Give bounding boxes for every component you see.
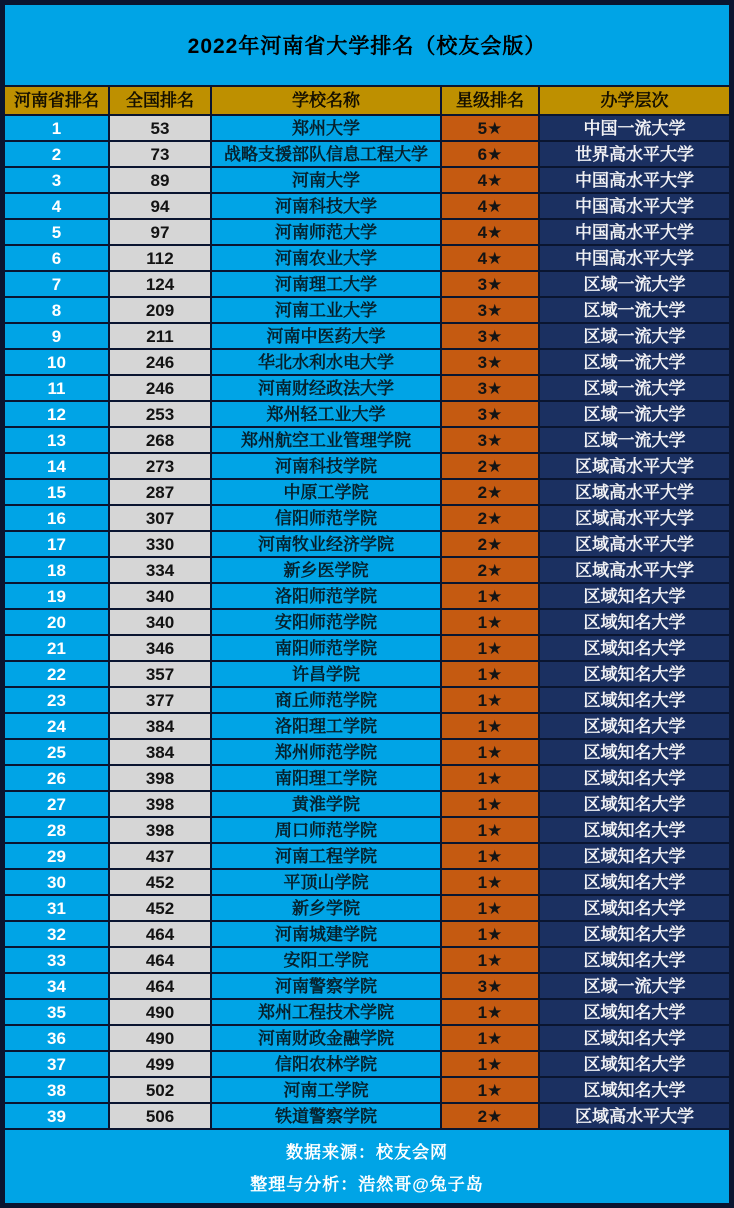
table-row [5, 558, 729, 582]
cell-star-rank: 1★ [442, 1052, 538, 1076]
ranking-table [5, 85, 729, 1130]
cell-school-name: 河南城建学院 [212, 922, 440, 946]
cell-national-rank: 452 [110, 896, 210, 920]
cell-star-rank: 2★ [442, 1104, 538, 1128]
header-tier: 办学层次 [540, 87, 729, 114]
cell-star-rank: 1★ [442, 714, 538, 738]
title-bar [5, 5, 729, 85]
table-row [5, 480, 729, 504]
cell-province-rank: 9 [5, 324, 108, 348]
cell-national-rank: 437 [110, 844, 210, 868]
table-row [5, 636, 729, 660]
cell-star-rank: 1★ [442, 922, 538, 946]
cell-school-name: 信阳农林学院 [212, 1052, 440, 1076]
table-row [5, 116, 729, 140]
cell-national-rank: 377 [110, 688, 210, 712]
cell-national-rank: 253 [110, 402, 210, 426]
table-row [5, 896, 729, 920]
cell-school-name: 平顶山学院 [212, 870, 440, 894]
header-star-rank: 星级排名 [442, 87, 538, 114]
cell-province-rank: 13 [5, 428, 108, 452]
cell-tier: 区域高水平大学 [540, 454, 729, 478]
cell-tier: 区域一流大学 [540, 324, 729, 348]
cell-province-rank: 21 [5, 636, 108, 660]
table-row [5, 1052, 729, 1076]
cell-national-rank: 112 [110, 246, 210, 270]
cell-province-rank: 19 [5, 584, 108, 608]
cell-school-name: 南阳师范学院 [212, 636, 440, 660]
header-national-rank: 全国排名 [110, 87, 210, 114]
cell-national-rank: 330 [110, 532, 210, 556]
header-province-rank: 河南省排名 [5, 87, 108, 114]
cell-tier: 区域高水平大学 [540, 558, 729, 582]
cell-national-rank: 53 [110, 116, 210, 140]
cell-province-rank: 20 [5, 610, 108, 634]
cell-star-rank: 4★ [442, 220, 538, 244]
cell-province-rank: 26 [5, 766, 108, 790]
table-row [5, 662, 729, 686]
cell-tier: 区域知名大学 [540, 740, 729, 764]
cell-school-name: 河南工业大学 [212, 298, 440, 322]
cell-school-name: 战略支援部队信息工程大学 [212, 142, 440, 166]
cell-province-rank: 39 [5, 1104, 108, 1128]
cell-tier: 区域知名大学 [540, 1026, 729, 1050]
cell-tier: 区域知名大学 [540, 922, 729, 946]
cell-star-rank: 2★ [442, 532, 538, 556]
cell-province-rank: 3 [5, 168, 108, 192]
cell-school-name: 安阳师范学院 [212, 610, 440, 634]
cell-province-rank: 8 [5, 298, 108, 322]
table-row [5, 1000, 729, 1024]
table-row [5, 688, 729, 712]
cell-school-name: 南阳理工学院 [212, 766, 440, 790]
cell-province-rank: 4 [5, 194, 108, 218]
cell-province-rank: 35 [5, 1000, 108, 1024]
cell-star-rank: 2★ [442, 454, 538, 478]
cell-province-rank: 38 [5, 1078, 108, 1102]
cell-school-name: 河南大学 [212, 168, 440, 192]
cell-school-name: 郑州大学 [212, 116, 440, 140]
cell-school-name: 河南财政金融学院 [212, 1026, 440, 1050]
table-row [5, 298, 729, 322]
table-row [5, 402, 729, 426]
cell-tier: 区域知名大学 [540, 818, 729, 842]
cell-star-rank: 4★ [442, 168, 538, 192]
cell-province-rank: 14 [5, 454, 108, 478]
cell-school-name: 许昌学院 [212, 662, 440, 686]
cell-star-rank: 1★ [442, 844, 538, 868]
table-row [5, 506, 729, 530]
cell-tier: 区域知名大学 [540, 636, 729, 660]
cell-school-name: 河南理工大学 [212, 272, 440, 296]
footer [5, 1130, 729, 1203]
table-row [5, 194, 729, 218]
cell-school-name: 河南警察学院 [212, 974, 440, 998]
footer-data-source: 数据来源：校友会网 [286, 1143, 448, 1162]
table-row [5, 142, 729, 166]
cell-province-rank: 2 [5, 142, 108, 166]
cell-star-rank: 1★ [442, 662, 538, 686]
table-row [5, 324, 729, 348]
cell-tier: 区域高水平大学 [540, 506, 729, 530]
cell-school-name: 周口师范学院 [212, 818, 440, 842]
cell-national-rank: 398 [110, 766, 210, 790]
cell-tier: 中国高水平大学 [540, 168, 729, 192]
cell-star-rank: 2★ [442, 480, 538, 504]
table-row [5, 532, 729, 556]
table-row [5, 922, 729, 946]
table-row [5, 220, 729, 244]
table-row [5, 870, 729, 894]
cell-tier: 区域知名大学 [540, 896, 729, 920]
cell-national-rank: 452 [110, 870, 210, 894]
cell-star-rank: 1★ [442, 1078, 538, 1102]
cell-star-rank: 1★ [442, 818, 538, 842]
cell-tier: 区域一流大学 [540, 428, 729, 452]
cell-star-rank: 1★ [442, 636, 538, 660]
cell-star-rank: 1★ [442, 1026, 538, 1050]
cell-school-name: 河南工程学院 [212, 844, 440, 868]
cell-province-rank: 37 [5, 1052, 108, 1076]
cell-province-rank: 17 [5, 532, 108, 556]
cell-tier: 区域知名大学 [540, 584, 729, 608]
cell-province-rank: 27 [5, 792, 108, 816]
cell-national-rank: 340 [110, 584, 210, 608]
cell-province-rank: 32 [5, 922, 108, 946]
cell-national-rank: 502 [110, 1078, 210, 1102]
cell-province-rank: 30 [5, 870, 108, 894]
cell-national-rank: 246 [110, 350, 210, 374]
cell-tier: 区域高水平大学 [540, 1104, 729, 1128]
cell-tier: 中国一流大学 [540, 116, 729, 140]
table-row [5, 844, 729, 868]
cell-tier: 区域一流大学 [540, 376, 729, 400]
cell-star-rank: 2★ [442, 506, 538, 530]
cell-province-rank: 1 [5, 116, 108, 140]
cell-national-rank: 506 [110, 1104, 210, 1128]
cell-school-name: 河南财经政法大学 [212, 376, 440, 400]
cell-school-name: 洛阳师范学院 [212, 584, 440, 608]
cell-province-rank: 29 [5, 844, 108, 868]
cell-national-rank: 211 [110, 324, 210, 348]
cell-national-rank: 490 [110, 1026, 210, 1050]
cell-national-rank: 384 [110, 740, 210, 764]
cell-tier: 区域知名大学 [540, 1052, 729, 1076]
cell-star-rank: 4★ [442, 246, 538, 270]
cell-province-rank: 15 [5, 480, 108, 504]
cell-star-rank: 3★ [442, 272, 538, 296]
cell-province-rank: 34 [5, 974, 108, 998]
cell-star-rank: 5★ [442, 116, 538, 140]
table-row [5, 428, 729, 452]
table-row [5, 974, 729, 998]
cell-school-name: 河南牧业经济学院 [212, 532, 440, 556]
cell-national-rank: 307 [110, 506, 210, 530]
cell-star-rank: 1★ [442, 740, 538, 764]
cell-school-name: 河南农业大学 [212, 246, 440, 270]
cell-national-rank: 357 [110, 662, 210, 686]
table-header-row [5, 87, 729, 114]
cell-school-name: 黄淮学院 [212, 792, 440, 816]
table-row [5, 376, 729, 400]
cell-tier: 区域知名大学 [540, 844, 729, 868]
cell-school-name: 河南工学院 [212, 1078, 440, 1102]
cell-national-rank: 384 [110, 714, 210, 738]
table-row [5, 272, 729, 296]
cell-tier: 区域知名大学 [540, 1078, 729, 1102]
cell-national-rank: 464 [110, 948, 210, 972]
table-row [5, 714, 729, 738]
cell-star-rank: 1★ [442, 1000, 538, 1024]
cell-national-rank: 340 [110, 610, 210, 634]
cell-star-rank: 3★ [442, 376, 538, 400]
cell-school-name: 河南科技大学 [212, 194, 440, 218]
page-title: 2022年河南省大学排名（校友会版） [187, 35, 547, 58]
table-row [5, 246, 729, 270]
cell-school-name: 河南师范大学 [212, 220, 440, 244]
cell-star-rank: 6★ [442, 142, 538, 166]
cell-school-name: 中原工学院 [212, 480, 440, 504]
cell-national-rank: 97 [110, 220, 210, 244]
cell-tier: 区域知名大学 [540, 870, 729, 894]
cell-tier: 区域知名大学 [540, 662, 729, 686]
cell-tier: 中国高水平大学 [540, 220, 729, 244]
cell-tier: 区域知名大学 [540, 792, 729, 816]
cell-star-rank: 3★ [442, 350, 538, 374]
table-row [5, 948, 729, 972]
cell-school-name: 洛阳理工学院 [212, 714, 440, 738]
cell-national-rank: 246 [110, 376, 210, 400]
table-row [5, 1026, 729, 1050]
cell-school-name: 铁道警察学院 [212, 1104, 440, 1128]
header-school-name: 学校名称 [212, 87, 440, 114]
table-row [5, 1078, 729, 1102]
cell-school-name: 华北水利水电大学 [212, 350, 440, 374]
cell-national-rank: 499 [110, 1052, 210, 1076]
cell-tier: 区域一流大学 [540, 974, 729, 998]
cell-school-name: 河南中医药大学 [212, 324, 440, 348]
cell-school-name: 河南科技学院 [212, 454, 440, 478]
table-row [5, 610, 729, 634]
cell-province-rank: 28 [5, 818, 108, 842]
cell-province-rank: 23 [5, 688, 108, 712]
cell-school-name: 郑州工程技术学院 [212, 1000, 440, 1024]
cell-national-rank: 334 [110, 558, 210, 582]
cell-national-rank: 346 [110, 636, 210, 660]
cell-tier: 区域高水平大学 [540, 532, 729, 556]
cell-tier: 区域一流大学 [540, 298, 729, 322]
cell-national-rank: 398 [110, 792, 210, 816]
cell-star-rank: 3★ [442, 402, 538, 426]
cell-star-rank: 3★ [442, 324, 538, 348]
cell-school-name: 郑州轻工业大学 [212, 402, 440, 426]
cell-star-rank: 1★ [442, 896, 538, 920]
cell-national-rank: 398 [110, 818, 210, 842]
cell-school-name: 商丘师范学院 [212, 688, 440, 712]
cell-school-name: 新乡医学院 [212, 558, 440, 582]
cell-school-name: 新乡学院 [212, 896, 440, 920]
cell-tier: 区域知名大学 [540, 1000, 729, 1024]
cell-tier: 中国高水平大学 [540, 246, 729, 270]
cell-tier: 区域知名大学 [540, 766, 729, 790]
cell-national-rank: 287 [110, 480, 210, 504]
cell-tier: 区域知名大学 [540, 714, 729, 738]
cell-province-rank: 31 [5, 896, 108, 920]
cell-school-name: 郑州航空工业管理学院 [212, 428, 440, 452]
cell-province-rank: 5 [5, 220, 108, 244]
cell-star-rank: 1★ [442, 766, 538, 790]
cell-province-rank: 22 [5, 662, 108, 686]
cell-tier: 区域一流大学 [540, 402, 729, 426]
table-row [5, 792, 729, 816]
table-row [5, 350, 729, 374]
cell-province-rank: 36 [5, 1026, 108, 1050]
table-row [5, 818, 729, 842]
cell-national-rank: 490 [110, 1000, 210, 1024]
cell-school-name: 郑州师范学院 [212, 740, 440, 764]
cell-star-rank: 1★ [442, 688, 538, 712]
cell-star-rank: 4★ [442, 194, 538, 218]
cell-star-rank: 3★ [442, 298, 538, 322]
cell-national-rank: 464 [110, 974, 210, 998]
cell-tier: 区域知名大学 [540, 688, 729, 712]
cell-province-rank: 10 [5, 350, 108, 374]
table-row [5, 454, 729, 478]
cell-national-rank: 124 [110, 272, 210, 296]
cell-province-rank: 25 [5, 740, 108, 764]
cell-star-rank: 1★ [442, 870, 538, 894]
cell-national-rank: 273 [110, 454, 210, 478]
cell-star-rank: 1★ [442, 792, 538, 816]
cell-tier: 区域高水平大学 [540, 480, 729, 504]
cell-tier: 区域一流大学 [540, 350, 729, 374]
cell-national-rank: 268 [110, 428, 210, 452]
cell-national-rank: 464 [110, 922, 210, 946]
cell-star-rank: 3★ [442, 428, 538, 452]
table-row [5, 740, 729, 764]
cell-star-rank: 1★ [442, 610, 538, 634]
cell-province-rank: 6 [5, 246, 108, 270]
cell-province-rank: 24 [5, 714, 108, 738]
cell-national-rank: 89 [110, 168, 210, 192]
cell-school-name: 信阳师范学院 [212, 506, 440, 530]
table-row [5, 584, 729, 608]
cell-tier: 区域一流大学 [540, 272, 729, 296]
cell-school-name: 安阳工学院 [212, 948, 440, 972]
cell-tier: 世界高水平大学 [540, 142, 729, 166]
cell-national-rank: 209 [110, 298, 210, 322]
table-row [5, 168, 729, 192]
table-row [5, 1104, 729, 1128]
cell-star-rank: 2★ [442, 558, 538, 582]
cell-province-rank: 7 [5, 272, 108, 296]
cell-national-rank: 94 [110, 194, 210, 218]
cell-province-rank: 12 [5, 402, 108, 426]
cell-province-rank: 33 [5, 948, 108, 972]
cell-tier: 中国高水平大学 [540, 194, 729, 218]
table-row [5, 766, 729, 790]
cell-star-rank: 1★ [442, 948, 538, 972]
cell-province-rank: 18 [5, 558, 108, 582]
cell-national-rank: 73 [110, 142, 210, 166]
footer-credit: 整理与分析：浩然哥@兔子岛 [250, 1175, 484, 1194]
cell-province-rank: 11 [5, 376, 108, 400]
cell-star-rank: 3★ [442, 974, 538, 998]
cell-tier: 区域知名大学 [540, 610, 729, 634]
cell-star-rank: 1★ [442, 584, 538, 608]
cell-province-rank: 16 [5, 506, 108, 530]
cell-tier: 区域知名大学 [540, 948, 729, 972]
